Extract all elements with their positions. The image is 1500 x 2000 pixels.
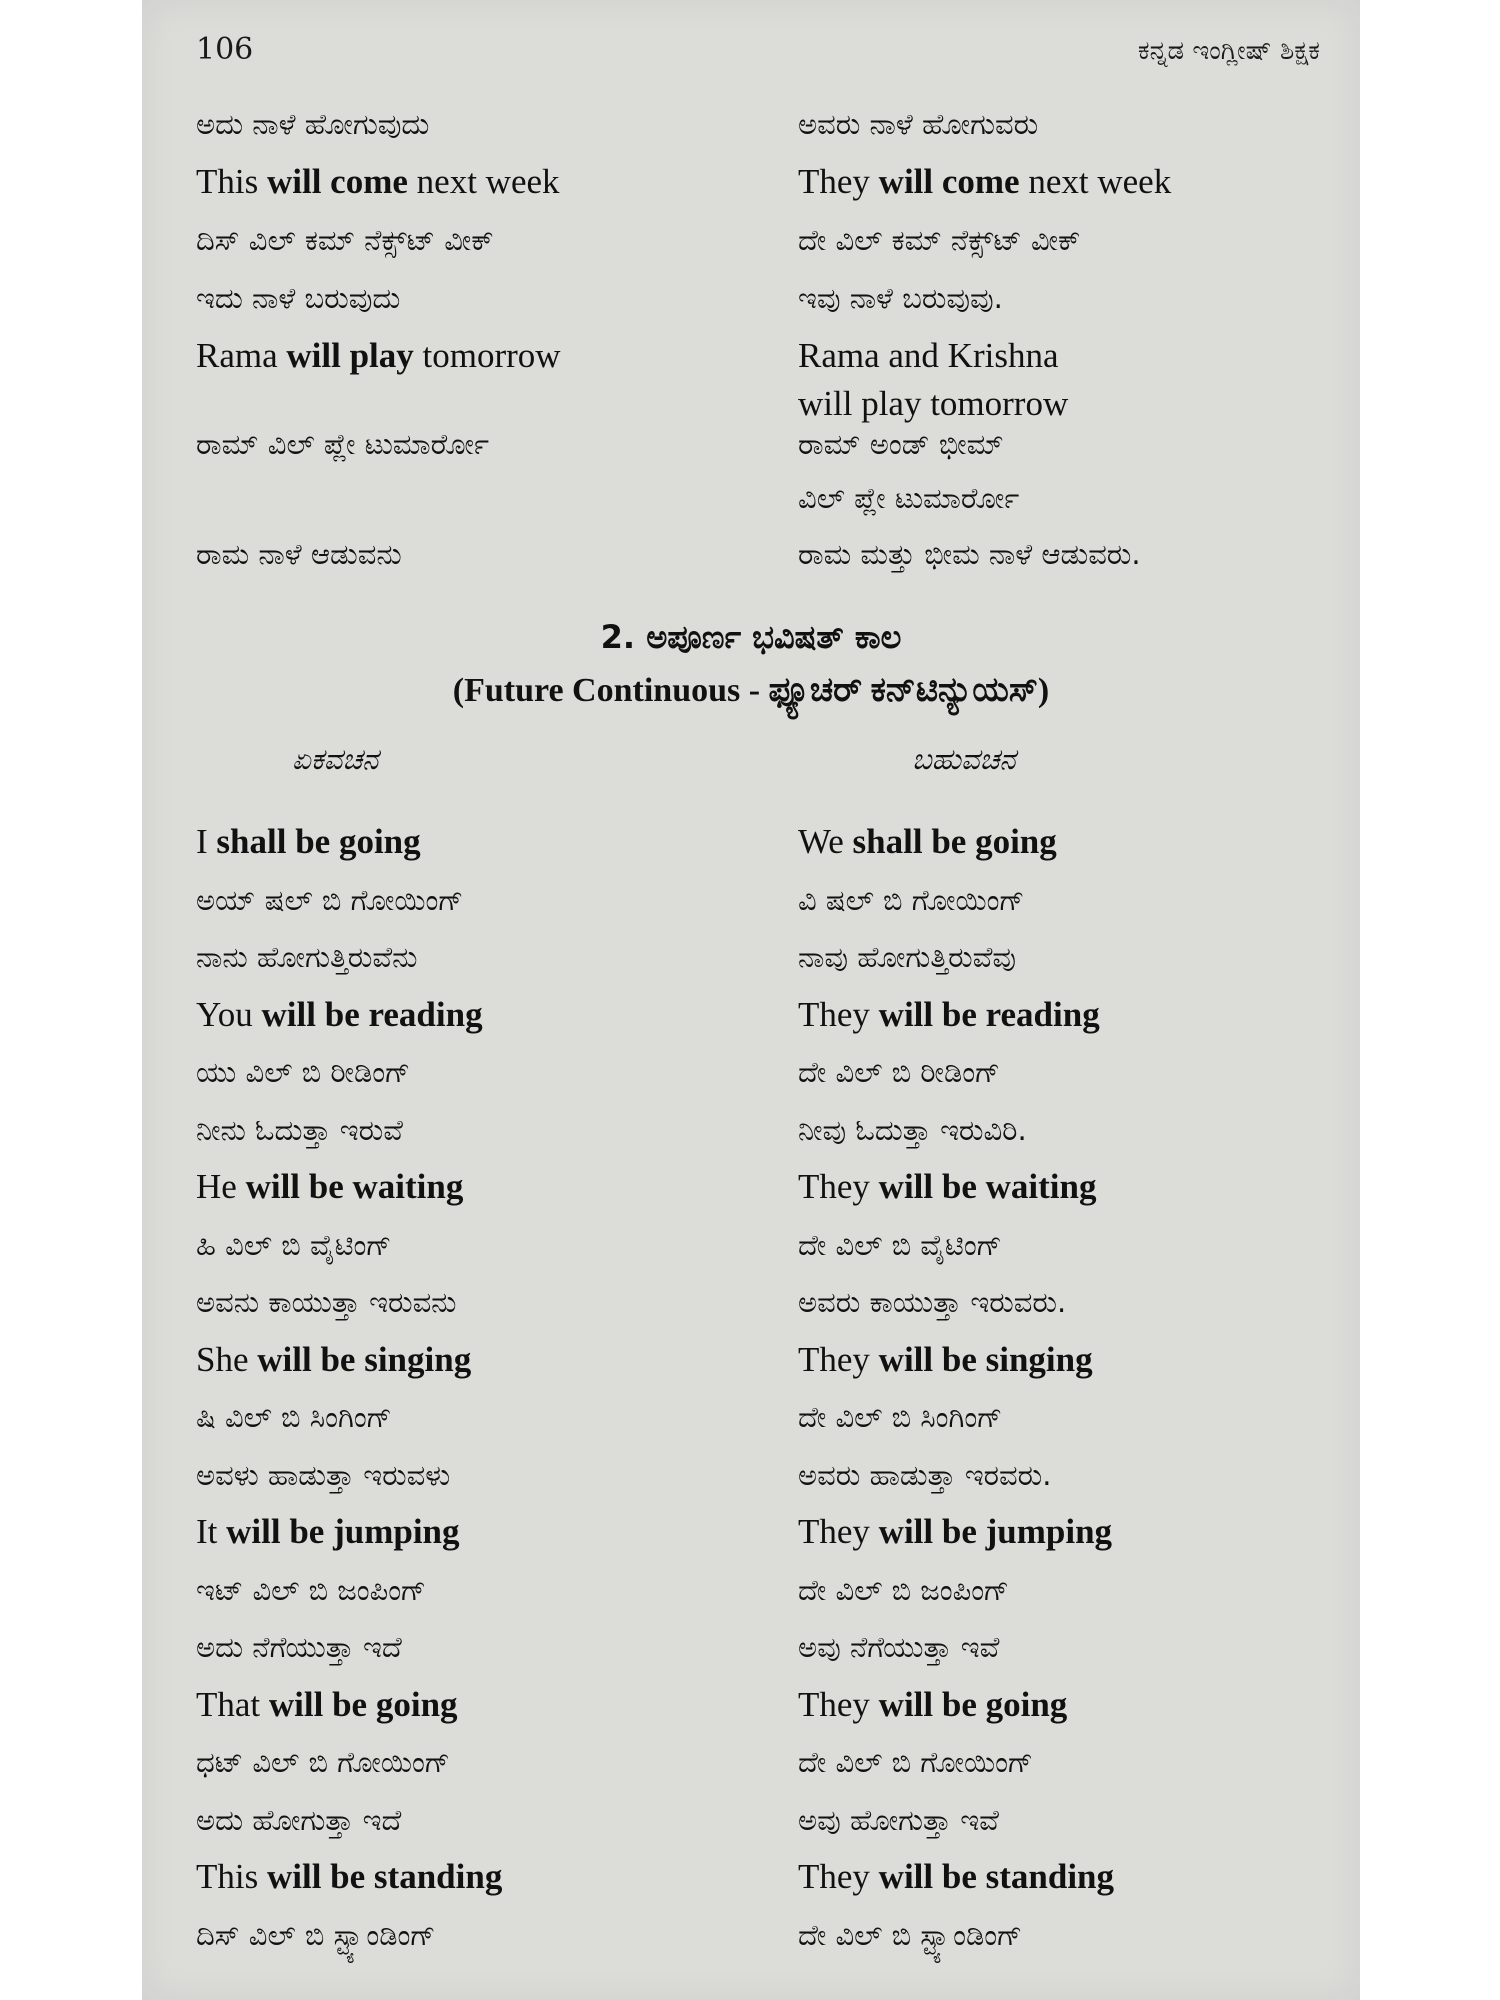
english-pre: They bbox=[798, 1685, 879, 1724]
kannada-line: ದೇ ವಿಲ್ ಬಿ ಸಿಂಗಿಂಗ್ bbox=[798, 1400, 1003, 1434]
kannada-line: ದೇ ವಿಲ್ ಬಿ ರೀಡಿಂಗ್ bbox=[798, 1055, 1001, 1089]
english-line bbox=[798, 160, 1171, 204]
english-line bbox=[798, 993, 1100, 1037]
english-line bbox=[196, 1683, 458, 1727]
english-pre: He bbox=[196, 1167, 246, 1206]
kannada-line: ದೇ ವಿಲ್ ಬಿ ಜಂಪಿಂಗ್ bbox=[798, 1573, 1010, 1607]
english-bold-verb: will play bbox=[286, 336, 414, 375]
kannada-line: ಅಯ್ ಷಲ್ ಬಿ ಗೋಯಿಂಗ್ bbox=[196, 883, 464, 917]
book-page bbox=[142, 0, 1360, 2000]
english-pre: Rama and Krishna bbox=[798, 336, 1059, 375]
kannada-line: ಅವು ಹೋಗುತ್ತಾ ಇವೆ bbox=[798, 1803, 999, 1837]
kannada-line: ದಿಸ್ ವಿಲ್ ಬಿ ಸ್ಟ್ಯಾಂಡಿಂಗ್ bbox=[196, 1918, 436, 1952]
english-pre: It bbox=[196, 1512, 227, 1551]
english-pre: They bbox=[798, 1167, 879, 1206]
english-pre: They bbox=[798, 995, 879, 1034]
english-line bbox=[196, 1338, 471, 1382]
kannada-line: ಅವರು ಹಾಡುತ್ತಾ ಇರವರು. bbox=[798, 1458, 1052, 1492]
page-number: 106 bbox=[196, 32, 254, 67]
english-bold-verb: will come bbox=[266, 162, 408, 201]
kannada-line: ಯು ವಿಲ್ ಬಿ ರೀಡಿಂಗ್ bbox=[196, 1055, 411, 1089]
english-pre: They bbox=[798, 1340, 879, 1379]
kannada-line: ಅವನು ಕಾಯುತ್ತಾ ಇರುವನು bbox=[196, 1285, 457, 1319]
english-pre: will play tomorrow bbox=[798, 384, 1069, 423]
kannada-line: ವಿಲ್ ಪ್ಲೇ ಟುಮಾರ್ರೋ bbox=[798, 481, 1020, 515]
english-line bbox=[196, 1855, 502, 1899]
kannada-line: ಅವು ನೆಗೆಯುತ್ತಾ ಇವೆ bbox=[798, 1630, 1000, 1664]
english-pre: This bbox=[196, 1857, 267, 1896]
english-line bbox=[798, 1683, 1067, 1727]
english-pre: Rama bbox=[196, 336, 287, 375]
english-pre: I bbox=[196, 822, 217, 861]
english-line bbox=[196, 993, 483, 1037]
kannada-line: ಇವು ನಾಳೆ ಬರುವುವು. bbox=[798, 281, 1003, 315]
kannada-line: ದಿಸ್ ವಿಲ್ ಕಮ್ ನೆಕ್ಸ್‌ಟ್ ವೀಕ್ bbox=[196, 223, 494, 257]
english-bold-verb: will be reading bbox=[878, 995, 1100, 1034]
kannada-line: ದೇ ವಿಲ್ ಬಿ ವೈಟಿಂಗ್ bbox=[798, 1228, 1002, 1262]
english-bold-verb: will be standing bbox=[878, 1857, 1115, 1896]
kannada-line: ನಾವು ಹೋಗುತ್ತಿರುವೆವು bbox=[798, 940, 1017, 974]
singular-heading: ಏಕವಚನ bbox=[292, 742, 379, 776]
english-bold-verb: will come bbox=[878, 162, 1020, 201]
english-bold-verb: will be reading bbox=[261, 995, 483, 1034]
plural-column bbox=[798, 820, 1388, 1980]
english-bold-verb: will be waiting bbox=[878, 1167, 1097, 1206]
kannada-line: ದೇ ವಿಲ್ ಬಿ ಗೋಯಿಂಗ್ bbox=[798, 1745, 1034, 1779]
kannada-line: ಇದು ನಾಳೆ ಬರುವುದು bbox=[196, 281, 401, 315]
english-line bbox=[798, 334, 1058, 378]
section-subtitle: (Future Continuous - ಫ್ಯೂಚರ್ ಕನ್‌ಟಿನ್ಯುಯಸ್) bbox=[452, 672, 1050, 709]
english-bold-verb: will be waiting bbox=[245, 1167, 464, 1206]
kannada-line: ದೇ ವಿಲ್ ಬಿ ಸ್ಟ್ಯಾಂಡಿಂಗ್ bbox=[798, 1918, 1023, 1952]
english-post: tomorrow bbox=[413, 336, 561, 375]
english-bold-verb: will be jumping bbox=[878, 1512, 1113, 1551]
english-line bbox=[196, 334, 561, 378]
kannada-line: ಷಿ ವಿಲ್ ಬಿ ಸಿಂಗಿಂಗ್ bbox=[196, 1400, 392, 1434]
english-post: next week bbox=[407, 162, 560, 201]
english-pre: She bbox=[196, 1340, 258, 1379]
top-right-column bbox=[798, 102, 1388, 602]
english-line bbox=[798, 1338, 1093, 1382]
kannada-line: ಅದು ನಾಳೆ ಹೋಗುವುದು bbox=[196, 107, 430, 141]
kannada-line: ಧಟ್ ವಿಲ್ ಬಿ ಗೋಯಿಂಗ್ bbox=[196, 1745, 450, 1779]
english-pre: They bbox=[798, 1512, 879, 1551]
plural-heading: ಬಹುವಚನ bbox=[912, 742, 1016, 776]
running-head: ಕನ್ನಡ ಇಂಗ್ಲೀಷ್ ಶಿಕ್ಷಕ bbox=[1137, 36, 1320, 66]
english-line bbox=[196, 820, 421, 864]
kannada-line: ರಾಮ ನಾಳೆ ಆಡುವನು bbox=[196, 537, 402, 571]
kannada-line: ಅವಳು ಹಾಡುತ್ತಾ ಇರುವಳು bbox=[196, 1458, 451, 1492]
english-bold-verb: will be standing bbox=[266, 1857, 503, 1896]
english-bold-verb: will be going bbox=[268, 1685, 458, 1724]
english-line bbox=[798, 820, 1057, 864]
english-bold-verb: shall be going bbox=[216, 822, 421, 861]
kannada-line: ದೇ ವಿಲ್ ಕಮ್ ನೆಕ್ಸ್‌ಟ್ ವೀಕ್ bbox=[798, 223, 1081, 257]
kannada-line: ಹಿ ವಿಲ್ ಬಿ ವೈಟಿಂಗ್ bbox=[196, 1228, 392, 1262]
english-post: next week bbox=[1019, 162, 1172, 201]
english-bold-verb: will be singing bbox=[878, 1340, 1093, 1379]
english-line bbox=[798, 1855, 1114, 1899]
kannada-line: ಅವರು ನಾಳೆ ಹೋಗುವರು bbox=[798, 107, 1039, 141]
kannada-line: ನಾನು ಹೋಗುತ್ತಿರುವೆನು bbox=[196, 940, 418, 974]
english-bold-verb: will be singing bbox=[257, 1340, 472, 1379]
english-pre: They bbox=[798, 1857, 879, 1896]
kannada-line: ರಾಮ್ ಅಂಡ್ ಭೀಮ್ bbox=[798, 427, 1004, 461]
page-header bbox=[142, 32, 1360, 82]
section-title: 2. ಅಪೂರ್ಣ ಭವಿಷತ್ ಕಾಲ bbox=[600, 618, 902, 656]
english-bold-verb: shall be going bbox=[852, 822, 1057, 861]
kannada-line: ವಿ ಷಲ್ ಬಿ ಗೋಯಿಂಗ್ bbox=[798, 883, 1025, 917]
kannada-line: ಇಟ್ ವಿಲ್ ಬಿ ಜಂಪಿಂಗ್ bbox=[196, 1573, 427, 1607]
english-pre: You bbox=[196, 995, 262, 1034]
english-line bbox=[798, 1165, 1096, 1209]
singular-column bbox=[196, 820, 786, 1980]
english-bold-verb: will be going bbox=[878, 1685, 1068, 1724]
english-line bbox=[196, 1510, 460, 1554]
english-pre: We bbox=[798, 822, 853, 861]
kannada-line: ನೀನು ಓದುತ್ತಾ ಇರುವೆ bbox=[196, 1113, 403, 1147]
kannada-line: ಅದು ಹೋಗುತ್ತಾ ಇದೆ bbox=[196, 1803, 402, 1837]
english-line bbox=[798, 382, 1068, 426]
kannada-line: ರಾಮ್ ವಿಲ್ ಪ್ಲೇ ಟುಮಾರ್ರೋ bbox=[196, 427, 490, 461]
kannada-line: ಅದು ನೆಗೆಯುತ್ತಾ ಇದೆ bbox=[196, 1630, 402, 1664]
kannada-line: ಅವರು ಕಾಯುತ್ತಾ ಇರುವರು. bbox=[798, 1285, 1067, 1319]
kannada-line: ನೀವು ಓದುತ್ತಾ ಇರುವಿರಿ. bbox=[798, 1113, 1027, 1147]
english-pre: This bbox=[196, 162, 267, 201]
english-line bbox=[798, 1510, 1112, 1554]
kannada-line: ರಾಮ ಮತ್ತು ಭೀಮ ನಾಳೆ ಆಡುವರು. bbox=[798, 537, 1141, 571]
english-pre: That bbox=[196, 1685, 269, 1724]
english-line bbox=[196, 160, 560, 204]
english-pre: They bbox=[798, 162, 879, 201]
top-left-column bbox=[196, 102, 786, 602]
english-line bbox=[196, 1165, 463, 1209]
english-bold-verb: will be jumping bbox=[226, 1512, 460, 1551]
